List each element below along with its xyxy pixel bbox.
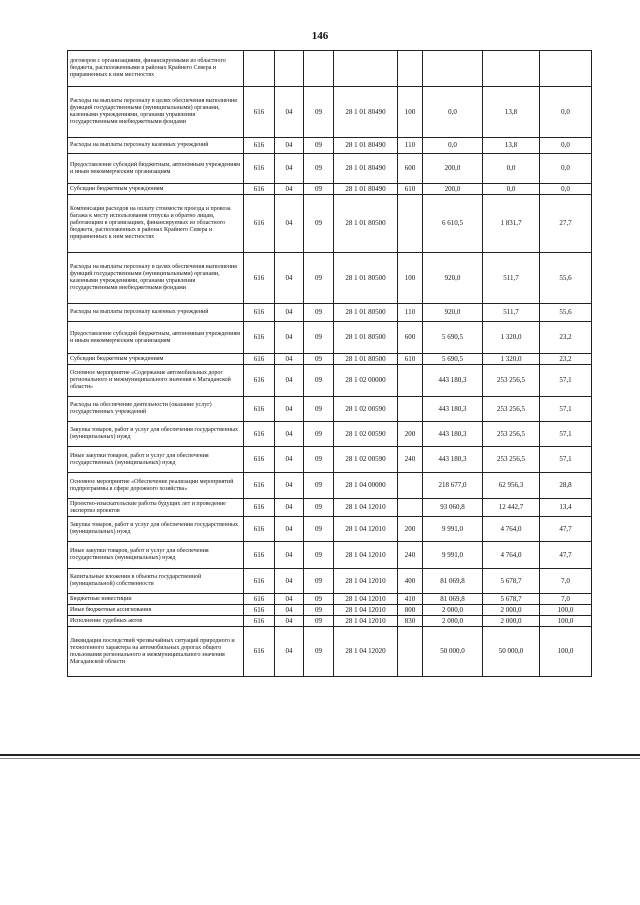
cell-subsection: 09 bbox=[304, 322, 334, 354]
budget-table bbox=[67, 50, 592, 677]
cell-plan: 0,0 bbox=[423, 138, 483, 154]
cell-subsection: 09 bbox=[304, 473, 334, 499]
cell-expense-type bbox=[398, 365, 423, 397]
cell-section: 04 bbox=[275, 447, 304, 473]
cell-target-article: 28 1 02 00590 bbox=[334, 397, 398, 422]
cell-plan: 9 991,0 bbox=[423, 542, 483, 569]
cell-expense-type: 600 bbox=[398, 322, 423, 354]
cell-expense-type: 610 bbox=[398, 354, 423, 365]
cell-plan: 443 180,3 bbox=[423, 447, 483, 473]
row-name: Капитальные вложения в объекты государственной (муниципальной) собственности bbox=[68, 569, 244, 594]
cell-subsection: 09 bbox=[304, 594, 334, 605]
row-name: Предоставление субсидий бюджетным, автономным учреждениям и иным некоммерческим организациям bbox=[68, 154, 244, 184]
cell-target-article: 28 1 02 00590 bbox=[334, 422, 398, 447]
cell-plan: 5 690,5 bbox=[423, 354, 483, 365]
row-name: Расходы на выплаты персоналу в целях обеспечения выполнения функций государственными (муниципальными) органами, казенными учреждениями, органами управления государственными внебюджетными фондами bbox=[68, 87, 244, 138]
cell-percent: 0,0 bbox=[540, 154, 592, 184]
cell-section: 04 bbox=[275, 473, 304, 499]
cell-expense-type bbox=[398, 51, 423, 87]
table-row bbox=[68, 354, 592, 365]
cell-section: 04 bbox=[275, 517, 304, 542]
cell-percent: 100,0 bbox=[540, 605, 592, 616]
table-row bbox=[68, 422, 592, 447]
cell-section: 04 bbox=[275, 422, 304, 447]
cell-section: 04 bbox=[275, 616, 304, 627]
cell-subsection: 09 bbox=[304, 253, 334, 304]
cell-subsection: 09 bbox=[304, 365, 334, 397]
cell-percent: 55,6 bbox=[540, 253, 592, 304]
row-name: договоров с организациями, финансируемыми из областного бюджета, расположенными в районах Крайнего Севера и приравненных к ним местностях bbox=[68, 51, 244, 87]
cell-percent: 57,1 bbox=[540, 447, 592, 473]
row-name: Расходы на выплаты персоналу казенных учреждений bbox=[68, 138, 244, 154]
row-name: Субсидии бюджетным учреждениям bbox=[68, 184, 244, 195]
row-name: Расходы на выплаты персоналу казенных учреждений bbox=[68, 304, 244, 322]
cell-plan: 5 690,5 bbox=[423, 322, 483, 354]
cell-plan: 9 991,0 bbox=[423, 517, 483, 542]
table-row bbox=[68, 605, 592, 616]
table-row bbox=[68, 569, 592, 594]
cell-ministry-code: 616 bbox=[244, 627, 275, 677]
table-row bbox=[68, 542, 592, 569]
cell-target-article bbox=[334, 51, 398, 87]
cell-actual bbox=[483, 51, 540, 87]
cell-plan: 443 180,3 bbox=[423, 365, 483, 397]
cell-expense-type bbox=[398, 499, 423, 517]
cell-actual: 62 956,3 bbox=[483, 473, 540, 499]
cell-expense-type: 110 bbox=[398, 138, 423, 154]
cell-ministry-code: 616 bbox=[244, 322, 275, 354]
row-name: Исполнение судебных актов bbox=[68, 616, 244, 627]
cell-percent: 100,0 bbox=[540, 627, 592, 677]
cell-subsection: 09 bbox=[304, 542, 334, 569]
cell-subsection: 09 bbox=[304, 304, 334, 322]
cell-expense-type: 240 bbox=[398, 447, 423, 473]
cell-ministry-code: 616 bbox=[244, 569, 275, 594]
cell-actual: 253 256,5 bbox=[483, 447, 540, 473]
cell-target-article: 28 1 01 80490 bbox=[334, 138, 398, 154]
cell-target-article: 28 1 04 12020 bbox=[334, 627, 398, 677]
cell-expense-type: 100 bbox=[398, 253, 423, 304]
cell-percent: 57,1 bbox=[540, 365, 592, 397]
cell-expense-type: 600 bbox=[398, 154, 423, 184]
cell-section: 04 bbox=[275, 594, 304, 605]
cell-section: 04 bbox=[275, 605, 304, 616]
cell-subsection: 09 bbox=[304, 569, 334, 594]
cell-ministry-code: 616 bbox=[244, 473, 275, 499]
cell-plan: 443 180,3 bbox=[423, 422, 483, 447]
cell-percent: 0,0 bbox=[540, 184, 592, 195]
cell-percent: 27,7 bbox=[540, 195, 592, 253]
cell-ministry-code: 616 bbox=[244, 594, 275, 605]
cell-ministry-code: 616 bbox=[244, 616, 275, 627]
cell-subsection: 09 bbox=[304, 616, 334, 627]
cell-percent: 47,7 bbox=[540, 517, 592, 542]
cell-target-article: 28 1 01 80500 bbox=[334, 354, 398, 365]
cell-actual: 0,0 bbox=[483, 184, 540, 195]
cell-plan: 218 677,0 bbox=[423, 473, 483, 499]
table-row bbox=[68, 365, 592, 397]
cell-section: 04 bbox=[275, 365, 304, 397]
cell-expense-type bbox=[398, 397, 423, 422]
cell-section: 04 bbox=[275, 304, 304, 322]
cell-ministry-code: 616 bbox=[244, 422, 275, 447]
cell-actual: 2 000,0 bbox=[483, 605, 540, 616]
cell-subsection: 09 bbox=[304, 627, 334, 677]
cell-target-article: 28 1 04 12010 bbox=[334, 499, 398, 517]
cell-ministry-code: 616 bbox=[244, 517, 275, 542]
cell-section: 04 bbox=[275, 253, 304, 304]
cell-subsection: 09 bbox=[304, 517, 334, 542]
cell-ministry-code: 616 bbox=[244, 154, 275, 184]
cell-target-article: 28 1 01 80500 bbox=[334, 304, 398, 322]
cell-section: 04 bbox=[275, 397, 304, 422]
cell-actual: 1 320,0 bbox=[483, 322, 540, 354]
cell-ministry-code: 616 bbox=[244, 354, 275, 365]
cell-section: 04 bbox=[275, 184, 304, 195]
table-row bbox=[68, 138, 592, 154]
cell-percent: 0,0 bbox=[540, 138, 592, 154]
row-name: Иные закупки товаров, работ и услуг для обеспечения государственных (муниципальных) нужд bbox=[68, 447, 244, 473]
cell-expense-type: 100 bbox=[398, 87, 423, 138]
cell-percent: 23,2 bbox=[540, 354, 592, 365]
table-row bbox=[68, 447, 592, 473]
cell-section: 04 bbox=[275, 627, 304, 677]
cell-ministry-code: 616 bbox=[244, 542, 275, 569]
cell-plan: 81 069,8 bbox=[423, 569, 483, 594]
cell-subsection: 09 bbox=[304, 605, 334, 616]
cell-percent: 57,1 bbox=[540, 422, 592, 447]
cell-ministry-code: 616 bbox=[244, 184, 275, 195]
cell-target-article: 28 1 01 80490 bbox=[334, 154, 398, 184]
cell-expense-type: 110 bbox=[398, 304, 423, 322]
cell-expense-type: 240 bbox=[398, 542, 423, 569]
cell-percent: 0,0 bbox=[540, 87, 592, 138]
table-row bbox=[68, 51, 592, 87]
cell-actual: 4 764,0 bbox=[483, 517, 540, 542]
cell-section bbox=[275, 51, 304, 87]
cell-expense-type: 800 bbox=[398, 605, 423, 616]
row-name: Расходы на обеспечение деятельности (оказание услуг) государственных учреждений bbox=[68, 397, 244, 422]
cell-actual: 511,7 bbox=[483, 253, 540, 304]
cell-actual: 0,0 bbox=[483, 154, 540, 184]
cell-subsection: 09 bbox=[304, 397, 334, 422]
cell-section: 04 bbox=[275, 154, 304, 184]
cell-target-article: 28 1 04 12010 bbox=[334, 542, 398, 569]
cell-actual: 511,7 bbox=[483, 304, 540, 322]
table-body bbox=[68, 51, 592, 677]
row-name: Основное мероприятие «Обеспечение реализации мероприятий подпрограммы в сфере дорожного хозяйства» bbox=[68, 473, 244, 499]
row-name: Предоставление субсидий бюджетным, автономным учреждениям и иным некоммерческим организациям bbox=[68, 322, 244, 354]
cell-section: 04 bbox=[275, 138, 304, 154]
cell-actual: 5 678,7 bbox=[483, 569, 540, 594]
table-row bbox=[68, 87, 592, 138]
cell-target-article: 28 1 04 12010 bbox=[334, 569, 398, 594]
cell-ministry-code: 616 bbox=[244, 138, 275, 154]
cell-subsection: 09 bbox=[304, 154, 334, 184]
cell-expense-type: 400 bbox=[398, 569, 423, 594]
row-name: Компенсация расходов на оплату стоимости проезда и провоза багажа к месту использования отпуска и обратно лицам, работающим в организациях, финансируемых из областного бюджета, расположенных в районах Крайнего Севера и приравненных к ним местностях bbox=[68, 195, 244, 253]
cell-plan: 93 060,8 bbox=[423, 499, 483, 517]
table-row bbox=[68, 594, 592, 605]
cell-section: 04 bbox=[275, 542, 304, 569]
cell-subsection: 09 bbox=[304, 499, 334, 517]
table-row bbox=[68, 154, 592, 184]
cell-ministry-code: 616 bbox=[244, 447, 275, 473]
bottom-rule-thin bbox=[0, 758, 640, 759]
cell-target-article: 28 1 04 12010 bbox=[334, 605, 398, 616]
table-row bbox=[68, 517, 592, 542]
cell-ministry-code: 616 bbox=[244, 499, 275, 517]
cell-ministry-code: 616 bbox=[244, 253, 275, 304]
cell-plan: 81 069,8 bbox=[423, 594, 483, 605]
row-name: Субсидии бюджетным учреждениям bbox=[68, 354, 244, 365]
row-name: Основное мероприятие «Содержание автомобильных дорог регионального и межмуниципального значения в Магаданской области» bbox=[68, 365, 244, 397]
table-row bbox=[68, 616, 592, 627]
cell-ministry-code: 616 bbox=[244, 304, 275, 322]
cell-plan: 200,0 bbox=[423, 154, 483, 184]
cell-actual: 253 256,5 bbox=[483, 422, 540, 447]
cell-plan: 200,0 bbox=[423, 184, 483, 195]
cell-plan: 50 000,0 bbox=[423, 627, 483, 677]
cell-percent: 23,2 bbox=[540, 322, 592, 354]
cell-percent: 7,0 bbox=[540, 569, 592, 594]
cell-subsection: 09 bbox=[304, 422, 334, 447]
cell-actual: 1 831,7 bbox=[483, 195, 540, 253]
row-name: Закупка товаров, работ и услуг для обеспечения государственных (муниципальных) нужд bbox=[68, 422, 244, 447]
cell-expense-type: 830 bbox=[398, 616, 423, 627]
cell-percent: 13,4 bbox=[540, 499, 592, 517]
cell-expense-type bbox=[398, 627, 423, 677]
row-name: Расходы на выплаты персоналу в целях обеспечения выполнения функций государственными (муниципальными) органами, казенными учреждениями, органами управления государственными внебюджетными фондами bbox=[68, 253, 244, 304]
cell-section: 04 bbox=[275, 569, 304, 594]
cell-actual: 1 320,0 bbox=[483, 354, 540, 365]
cell-actual: 13,8 bbox=[483, 138, 540, 154]
cell-target-article: 28 1 04 00000 bbox=[334, 473, 398, 499]
cell-target-article: 28 1 01 80500 bbox=[334, 253, 398, 304]
cell-expense-type: 200 bbox=[398, 517, 423, 542]
page-number: 146 bbox=[311, 30, 329, 42]
cell-ministry-code: 616 bbox=[244, 605, 275, 616]
cell-actual: 13,8 bbox=[483, 87, 540, 138]
row-name: Иные закупки товаров, работ и услуг для обеспечения государственных (муниципальных) нужд bbox=[68, 542, 244, 569]
cell-target-article: 28 1 04 12010 bbox=[334, 616, 398, 627]
table-row bbox=[68, 397, 592, 422]
cell-target-article: 28 1 01 80490 bbox=[334, 87, 398, 138]
cell-subsection: 09 bbox=[304, 138, 334, 154]
cell-target-article: 28 1 04 12010 bbox=[334, 594, 398, 605]
cell-section: 04 bbox=[275, 322, 304, 354]
cell-subsection bbox=[304, 51, 334, 87]
cell-percent bbox=[540, 51, 592, 87]
row-name: Бюджетные инвестиции bbox=[68, 594, 244, 605]
cell-percent: 7,0 bbox=[540, 594, 592, 605]
cell-target-article: 28 1 04 12010 bbox=[334, 517, 398, 542]
cell-actual: 253 256,5 bbox=[483, 397, 540, 422]
cell-ministry-code bbox=[244, 51, 275, 87]
table-row bbox=[68, 499, 592, 517]
cell-actual: 253 256,5 bbox=[483, 365, 540, 397]
cell-ministry-code: 616 bbox=[244, 195, 275, 253]
table-row bbox=[68, 473, 592, 499]
table-row bbox=[68, 184, 592, 195]
cell-subsection: 09 bbox=[304, 447, 334, 473]
cell-actual: 5 678,7 bbox=[483, 594, 540, 605]
cell-plan: 920,0 bbox=[423, 304, 483, 322]
cell-section: 04 bbox=[275, 87, 304, 138]
cell-percent: 57,1 bbox=[540, 397, 592, 422]
cell-ministry-code: 616 bbox=[244, 365, 275, 397]
cell-section: 04 bbox=[275, 499, 304, 517]
cell-expense-type: 410 bbox=[398, 594, 423, 605]
table-row bbox=[68, 304, 592, 322]
cell-subsection: 09 bbox=[304, 195, 334, 253]
cell-percent: 55,6 bbox=[540, 304, 592, 322]
cell-target-article: 28 1 01 80500 bbox=[334, 195, 398, 253]
cell-plan: 0,0 bbox=[423, 87, 483, 138]
cell-plan: 2 000,0 bbox=[423, 605, 483, 616]
cell-plan bbox=[423, 51, 483, 87]
cell-plan: 443 180,3 bbox=[423, 397, 483, 422]
cell-percent: 100,0 bbox=[540, 616, 592, 627]
cell-expense-type: 200 bbox=[398, 422, 423, 447]
table-row bbox=[68, 253, 592, 304]
cell-ministry-code: 616 bbox=[244, 397, 275, 422]
cell-percent: 47,7 bbox=[540, 542, 592, 569]
table-row bbox=[68, 322, 592, 354]
bottom-rule bbox=[0, 754, 640, 756]
cell-plan: 920,0 bbox=[423, 253, 483, 304]
cell-actual: 2 000,0 bbox=[483, 616, 540, 627]
cell-section: 04 bbox=[275, 195, 304, 253]
row-name: Закупка товаров, работ и услуг для обеспечения государственных (муниципальных) нужд bbox=[68, 517, 244, 542]
cell-target-article: 28 1 01 80490 bbox=[334, 184, 398, 195]
cell-ministry-code: 616 bbox=[244, 87, 275, 138]
row-name: Ликвидация последствий чрезвычайных ситуаций природного и техногенного характера на автомобильных дорогах общего пользования регионального и межмуниципального значения Магаданской области bbox=[68, 627, 244, 677]
cell-target-article: 28 1 01 80500 bbox=[334, 322, 398, 354]
cell-target-article: 28 1 02 00000 bbox=[334, 365, 398, 397]
row-name: Проектно-изыскательские работы будущих лет и проведение экспертиз проектов bbox=[68, 499, 244, 517]
cell-expense-type bbox=[398, 195, 423, 253]
cell-subsection: 09 bbox=[304, 354, 334, 365]
table-row bbox=[68, 195, 592, 253]
cell-subsection: 09 bbox=[304, 184, 334, 195]
cell-target-article: 28 1 02 00590 bbox=[334, 447, 398, 473]
cell-section: 04 bbox=[275, 354, 304, 365]
cell-plan: 2 000,0 bbox=[423, 616, 483, 627]
cell-actual: 12 442,7 bbox=[483, 499, 540, 517]
cell-actual: 50 000,0 bbox=[483, 627, 540, 677]
cell-plan: 6 610,5 bbox=[423, 195, 483, 253]
cell-actual: 4 764,0 bbox=[483, 542, 540, 569]
cell-expense-type bbox=[398, 473, 423, 499]
cell-expense-type: 610 bbox=[398, 184, 423, 195]
row-name: Иные бюджетные ассигнования bbox=[68, 605, 244, 616]
cell-percent: 28,8 bbox=[540, 473, 592, 499]
cell-subsection: 09 bbox=[304, 87, 334, 138]
table-row bbox=[68, 627, 592, 677]
